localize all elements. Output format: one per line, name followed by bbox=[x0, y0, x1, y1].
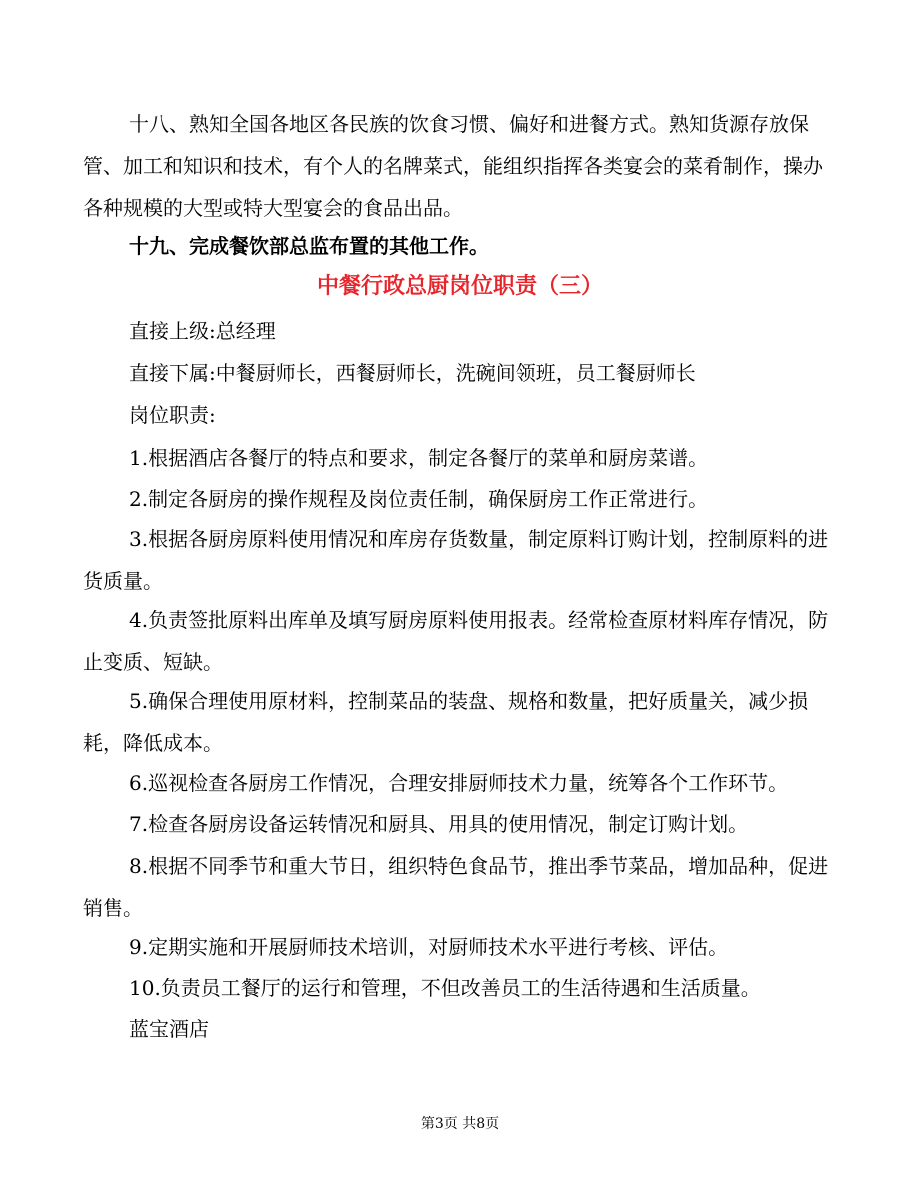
duty-item-5: 5.确保合理使用原材料，控制菜品的装盘、规格和数量，把好质量关，减少损耗，降低成本。 bbox=[83, 689, 809, 755]
duty-item-3: 3.根据各厨房原料使用情况和库房存货数量，制定原料订购计划，控制原料的进货质量。 bbox=[83, 527, 829, 593]
subordinates-line: 直接下属:中餐厨师长，西餐厨师长，洗碗间领班，员工餐厨师长 bbox=[129, 361, 696, 385]
duty-item-10: 10.负责员工餐厅的运行和管理，不但改善员工的生活待遇和生活质量。 bbox=[129, 976, 761, 1000]
paragraph-18: 十八、熟知全国各地区各民族的饮食习惯、偏好和进餐方式。熟知货源存放保管、加工和知识和技术，有个人的名牌菜式，能组织指挥各类宴会的菜肴制作，操办各种规模的大型或特大型宴会的食品出品。 bbox=[83, 112, 823, 220]
section-title: 中餐行政总厨岗位职责（三） bbox=[316, 273, 603, 299]
duty-item-1: 1.根据酒店各餐厅的特点和要求，制定各餐厅的菜单和厨房菜谱。 bbox=[129, 446, 709, 470]
paragraph-19: 十九、完成餐饮部总监布置的其他工作。 bbox=[129, 234, 489, 258]
signature: 蓝宝酒店 bbox=[129, 1017, 209, 1041]
duty-item-6: 6.巡视检查各厨房工作情况，合理安排厨师技术力量，统筹各个工作环节。 bbox=[129, 771, 789, 795]
duty-item-4: 4.负责签批原料出库单及填写厨房原料使用报表。经常检查原材料库存情况，防止变质、短缺。 bbox=[83, 608, 829, 674]
duty-item-9: 9.定期实施和开展厨师技术培训，对厨师技术水平进行考核、评估。 bbox=[129, 935, 729, 959]
duties-heading: 岗位职责: bbox=[129, 403, 216, 427]
duty-item-7: 7.检查各厨房设备运转情况和厨具、用具的使用情况，制定订购计划。 bbox=[129, 812, 749, 836]
superior-line: 直接上级:总经理 bbox=[129, 319, 276, 343]
page-number-footer: 第3页 共8页 bbox=[420, 1116, 500, 1132]
duty-item-8: 8.根据不同季节和重大节日，组织特色食品节，推出季节菜品，增加品种，促进销售。 bbox=[83, 854, 829, 920]
duty-item-2: 2.制定各厨房的操作规程及岗位责任制，确保厨房工作正常进行。 bbox=[129, 487, 709, 511]
